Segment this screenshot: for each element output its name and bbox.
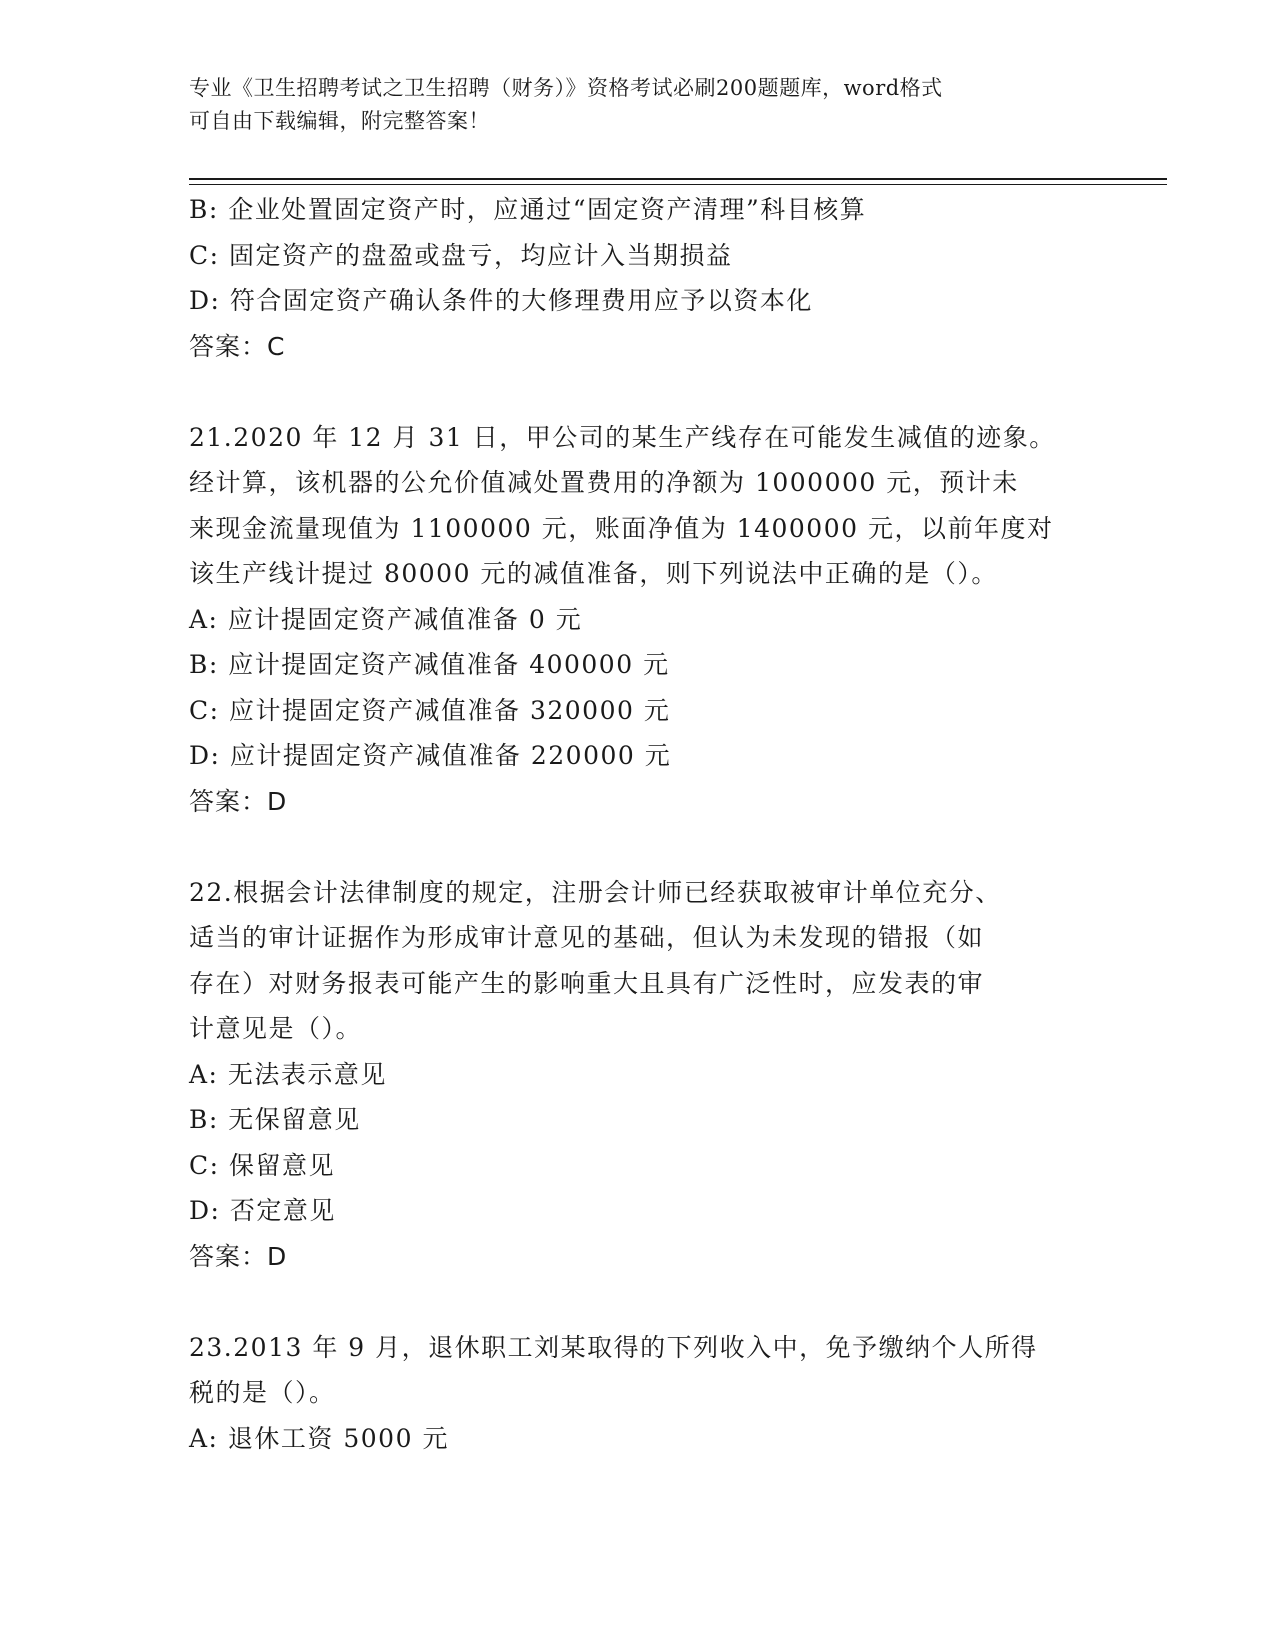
option-a: A: 无法表示意见 [189,1059,387,1089]
answer-line: 答案：C [189,331,286,361]
question-stem-line: 存在）对财务报表可能产生的影响重大且具有广泛性时，应发表的审 [189,968,985,998]
option-a: A: 应计提固定资产减值准备 0 元 [189,604,583,634]
document-header [189,72,1069,138]
option-c: C: 固定资产的盘盈或盘亏，均应计入当期损益 [189,240,733,270]
continued-question [189,187,1089,369]
option-b: B: 无保留意见 [189,1105,361,1134]
header-divider-thin [189,184,1167,185]
question-stem-line: 适当的审计证据作为形成审计意见的基础，但认为未发现的错报（如 [189,923,985,952]
question-22 [189,870,1089,1280]
question-21 [189,415,1089,825]
question-stem-line: 23.2013 年 9 月，退休职工刘某取得的下列收入中，免予缴纳个人所得 [189,1332,1038,1362]
question-23 [189,1325,1089,1462]
spacer [189,824,1089,870]
question-stem-line: 来现金流量现值为 1100000 元，账面净值为 1400000 元，以前年度对 [189,513,1054,543]
question-stem-line: 该生产线计提过 80000 元的减值准备，则下列说法中正确的是（）。 [189,559,998,588]
question-stem-line: 21.2020 年 12 月 31 日，甲公司的某生产线存在可能发生减值的迹象。 [189,422,1056,452]
option-d: D: 否定意见 [189,1196,336,1225]
question-stem-line: 计意见是（）。 [189,1014,363,1043]
question-list [189,187,1089,1461]
spacer [189,1279,1089,1325]
option-d: D: 符合固定资产确认条件的大修理费用应予以资本化 [189,286,813,315]
answer-line: 答案：D [189,1241,288,1271]
option-a: A: 退休工资 5000 元 [189,1423,449,1453]
spacer [189,369,1089,415]
option-b: B: 应计提固定资产减值准备 400000 元 [189,650,670,679]
question-stem-line: 经计算，该机器的公允价值减处置费用的净额为 1000000 元，预计未 [189,468,1019,497]
option-b: B: 企业处置固定资产时，应通过“固定资产清理”科目核算 [189,195,867,224]
question-stem-line: 22.根据会计法律制度的规定，注册会计师已经获取被审计单位充分、 [189,877,1002,907]
header-divider-thick [189,178,1167,180]
header-title-line-1: 专业《卫生招聘考试之卫生招聘（财务）》资格考试必刷200题题库，word格式 [189,76,943,100]
option-d: D: 应计提固定资产减值准备 220000 元 [189,741,672,770]
question-stem-line: 税的是（）。 [189,1378,336,1407]
option-c: C: 保留意见 [189,1150,335,1180]
header-title-line-2: 可自由下载编辑，附完整答案！ [189,109,490,133]
answer-line: 答案：D [189,786,288,816]
option-c: C: 应计提固定资产减值准备 320000 元 [189,695,671,725]
